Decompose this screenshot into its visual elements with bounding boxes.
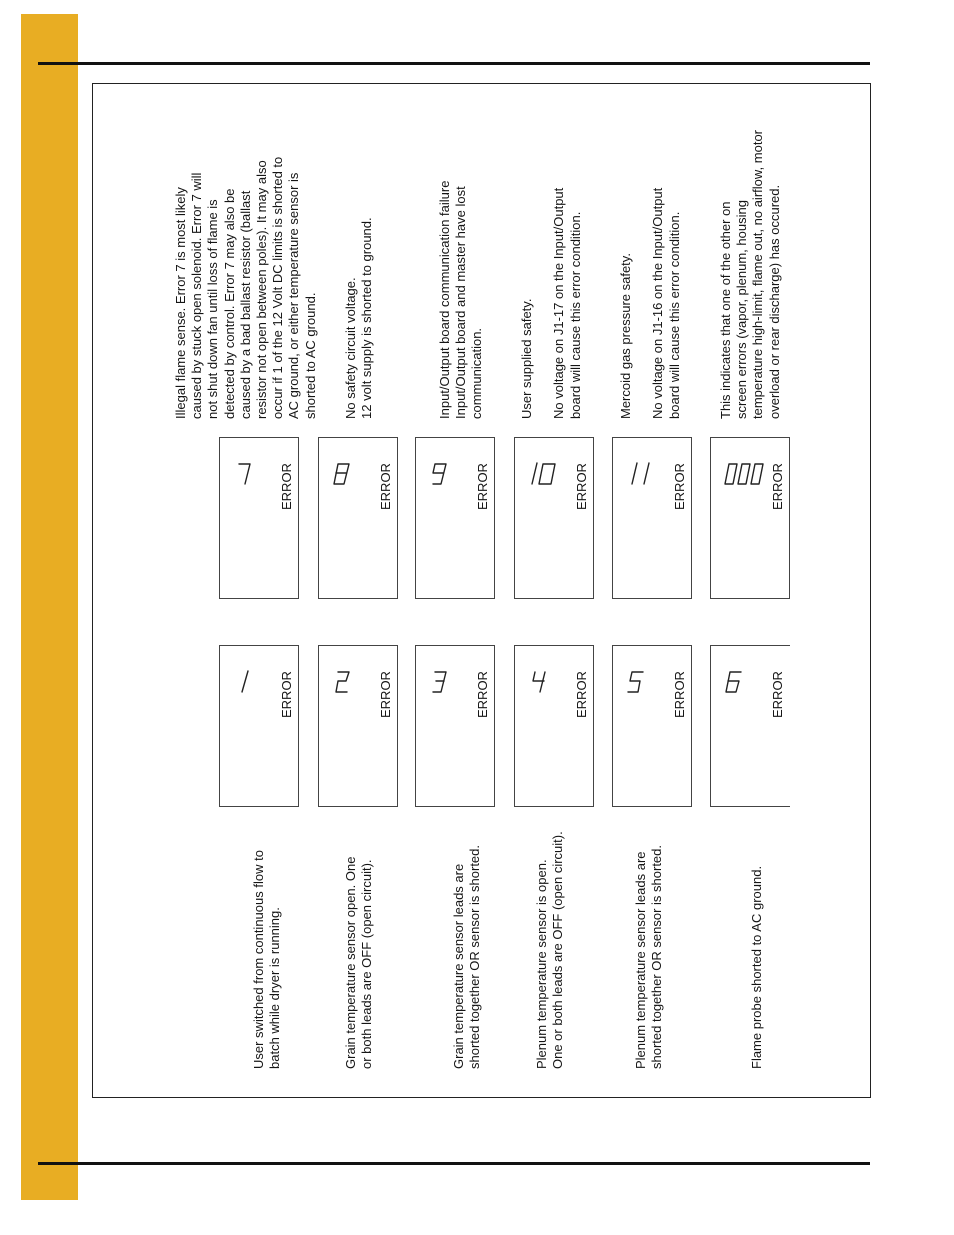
error-3-label: ERROR	[475, 671, 490, 718]
digit-9-glyph	[430, 462, 454, 486]
digit-6-glyph	[725, 670, 749, 694]
digit-000-glyph	[725, 462, 765, 486]
error-5-description: Plenum temperature sensor leads are shorted together OR sensor is shorted.	[633, 844, 665, 1069]
error-1-label: ERROR	[279, 671, 294, 718]
error-8-label: ERROR	[378, 463, 393, 510]
error-7-display	[219, 437, 299, 599]
error-3-display	[415, 645, 495, 807]
error-2-display	[318, 645, 398, 807]
error-6-label: ERROR	[770, 671, 785, 718]
error-7-label: ERROR	[279, 463, 294, 510]
digit-2-glyph	[333, 670, 357, 694]
error-code-table	[92, 83, 871, 1098]
error-4-label: ERROR	[574, 671, 589, 718]
error-7-description: Illegal flame sense. Error 7 is most likely caused by stuck open solenoid. Error 7 will not shut down fan until loss of flame is detected by control. Error 7 may also be caused by a bad ballast resistor (ballast resistor not open between poles). It may also occur if 1 of the 12 Volt DC limits is shorted to AC ground, or either temperature sensor is shorted to AC ground.	[173, 156, 318, 419]
error-8-description: No safety circuit voltage. 12 volt supply is shorted to ground.	[343, 217, 375, 419]
error-000-description: This indicates that one of the other on screen errors (vapor, plenum, housing temperature high-limit, flame out, no airflow, motor overload or rear discharge) has occured.	[718, 129, 782, 419]
error-000-label: ERROR	[770, 463, 785, 510]
digit-11-glyph	[627, 462, 657, 486]
header-rule	[38, 62, 870, 65]
digit-8-glyph	[333, 462, 357, 486]
error-6-description: Flame probe shorted to AC ground.	[749, 865, 764, 1069]
error-5-label: ERROR	[672, 671, 687, 718]
error-3-description: Grain temperature sensor leads are shorted together OR sensor is shorted.	[451, 844, 483, 1069]
error-10-label: ERROR	[574, 463, 589, 510]
error-000-display	[710, 437, 790, 599]
error-11-description: Mercoid gas pressure safety. No voltage on J1-16 on the Input/Output board will cause this error condition.	[618, 187, 682, 419]
error-11-label: ERROR	[672, 463, 687, 510]
error-11-display	[612, 437, 692, 599]
digit-4-glyph	[529, 670, 553, 694]
error-2-label: ERROR	[378, 671, 393, 718]
error-10-description: User supplied safety. No voltage on J1-17 on the Input/Output board will cause this error condition.	[519, 187, 583, 419]
error-9-description: Input/Output board communication failure Input/Output board and master have lost communication.	[437, 180, 485, 419]
digit-5-glyph	[627, 670, 651, 694]
footer-rule	[38, 1162, 870, 1165]
page-side-tab	[21, 14, 78, 1200]
error-9-display	[415, 437, 495, 599]
error-4-description: Plenum temperature sensor is open. One or both leads are OFF (open circuit).	[534, 831, 566, 1069]
digit-10-glyph	[529, 462, 559, 486]
error-1-description: User switched from continuous flow to batch while dryer is running.	[251, 850, 283, 1069]
error-9-label: ERROR	[475, 463, 490, 510]
error-1-display	[219, 645, 299, 807]
digit-3-glyph	[430, 670, 454, 694]
digit-1-glyph	[234, 670, 258, 694]
error-8-display	[318, 437, 398, 599]
error-6-display	[710, 645, 790, 807]
digit-7-glyph	[234, 462, 258, 486]
error-4-display	[514, 645, 594, 807]
error-5-display	[612, 645, 692, 807]
error-2-description: Grain temperature sensor open. One or both leads are OFF (open circuit).	[343, 856, 375, 1069]
error-10-display	[514, 437, 594, 599]
